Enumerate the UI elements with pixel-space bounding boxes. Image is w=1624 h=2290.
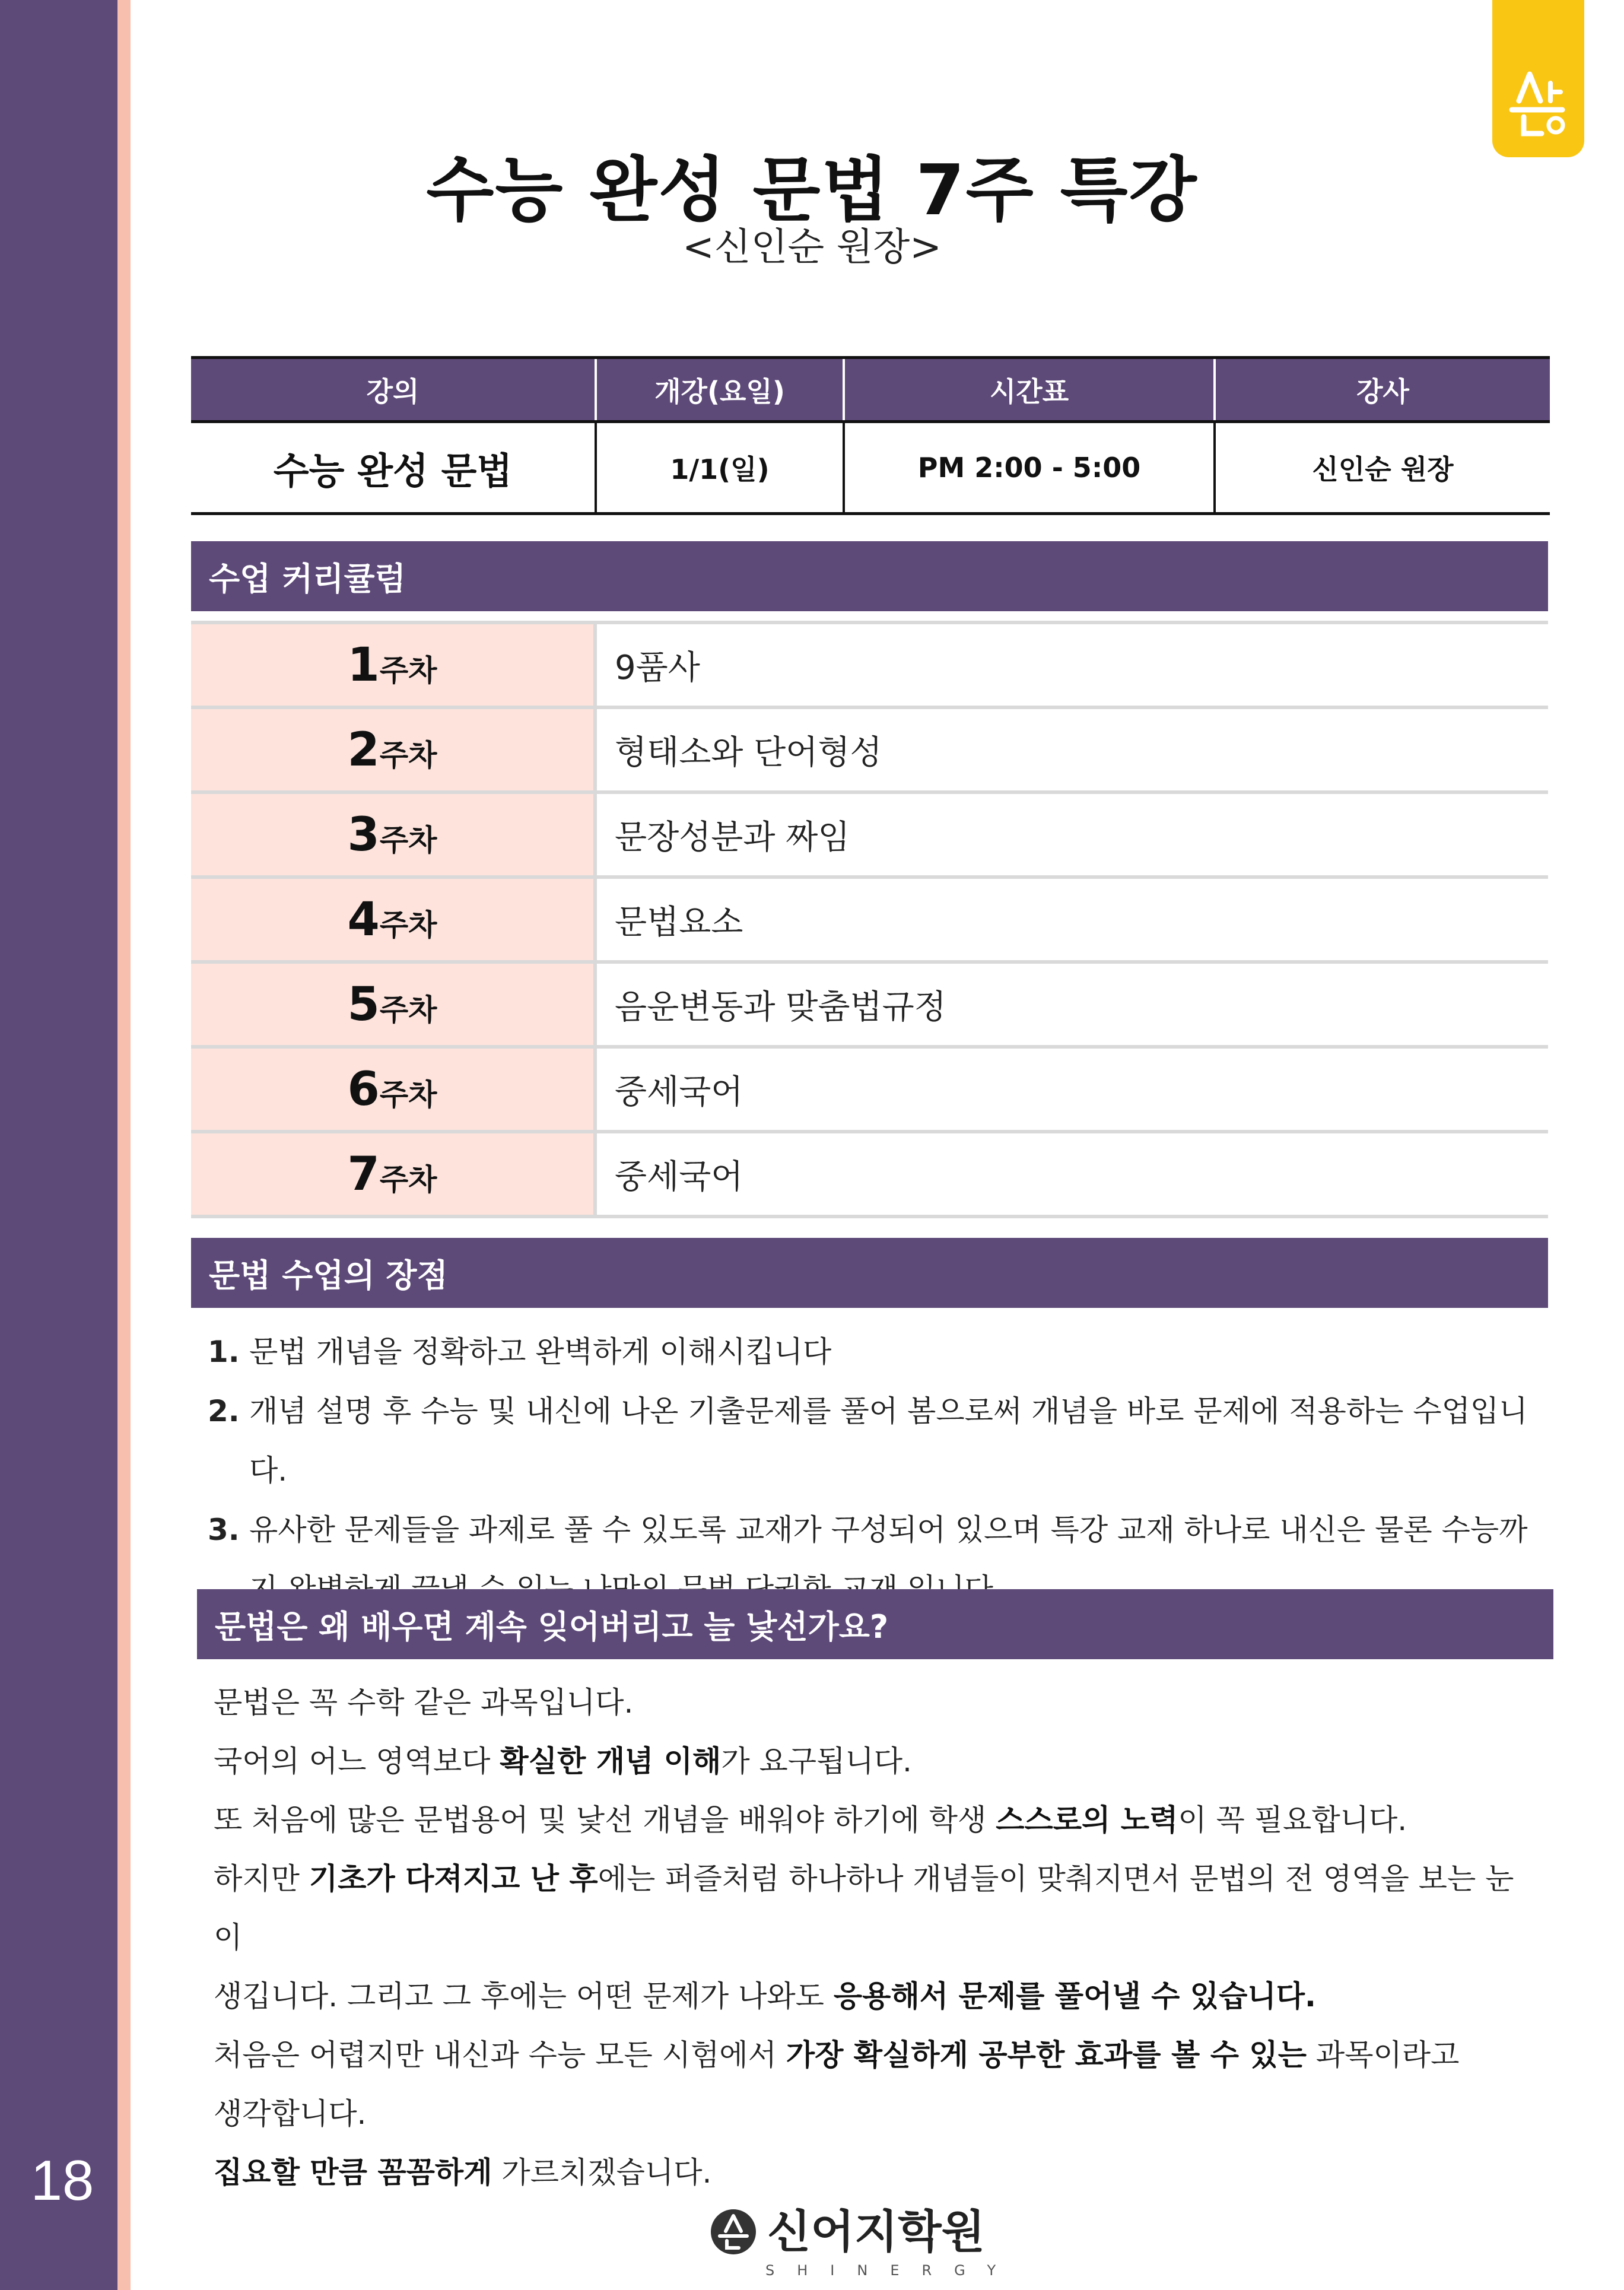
cell-start-day: 1/1(일)	[596, 422, 844, 514]
header-start-day: 개강(요일)	[596, 358, 844, 422]
page-subtitle: <신인순 원장>	[682, 225, 942, 269]
week-topic: 문법요소	[595, 877, 1548, 962]
curriculum-heading: 수업 커리큘럼	[191, 541, 1548, 611]
advantages-heading: 문법 수업의 장점	[191, 1238, 1548, 1308]
table-row	[191, 962, 1548, 1047]
cell-lecture: 수능 완성 문법	[191, 422, 596, 514]
list-item: 2. 개념 설명 후 수능 및 내신에 나온 기출문제를 풀어 봄으로써 개념을 바로 문제에 적용하는 수업입니다.	[208, 1394, 1528, 1488]
page-title: 수능 완성 문법 7주 특강	[426, 149, 1198, 231]
header-instructor: 강사	[1215, 358, 1550, 422]
sidebar-stripe	[117, 0, 131, 2290]
why-body	[214, 1673, 1537, 2202]
advantages-list	[208, 1322, 1543, 1619]
week-topic: 문장성분과 짜임	[595, 792, 1548, 877]
curriculum-table	[191, 621, 1548, 1218]
table-row	[191, 792, 1548, 877]
why-line: 처음은 어렵지만 내신과 수능 모든 시험에서 가장 확실하게 공부한 효과를 볼 수 있는 과목이라고	[214, 2038, 1460, 2072]
week-topic: 9품사	[595, 622, 1548, 707]
footer-brand: SHINERGY	[765, 2262, 1019, 2279]
week-label: 6주차	[191, 1047, 595, 1132]
week-topic: 중세국어	[595, 1132, 1548, 1217]
week-topic: 음운변동과 맞춤법규정	[595, 962, 1548, 1047]
why-line: 하지만 기초가 다져지고 난 후에는 퍼즐처럼 하나하나 개념들이 맞춰지면서 문법의 전 영역을 보는 눈이	[214, 1862, 1514, 1955]
why-line: 생깁니다. 그리고 그 후에는 어떤 문제가 나와도 응용해서 문제를 풀어낼 수 있습니다.	[214, 1979, 1316, 2013]
why-line: 집요할 만큼 꼼꼼하게 가르치겠습니다.	[214, 2155, 712, 2190]
academy-logo-icon	[709, 2208, 758, 2256]
week-topic: 중세국어	[595, 1047, 1548, 1132]
week-label: 2주차	[191, 707, 595, 792]
header-schedule: 시간표	[844, 358, 1215, 422]
week-label: 5주차	[191, 962, 595, 1047]
list-item: 3. 유사한 문제들을 과제로 풀 수 있도록 교재가 구성되어 있으며 특강 교재 하나로 내신은 물론 수능까	[208, 1513, 1528, 1547]
week-label: 1주차	[191, 622, 595, 707]
why-line: 또 처음에 많은 문법용어 및 낯선 개념을 배워야 하기에 학생 스스로의 노력이 꼭 필요합니다.	[214, 1803, 1407, 1837]
table-row	[191, 707, 1548, 792]
course-info-header	[191, 358, 1550, 422]
week-topic: 형태소와 단어형성	[595, 707, 1548, 792]
week-label: 3주차	[191, 792, 595, 877]
cell-instructor: 신인순 원장	[1215, 422, 1550, 514]
why-line: 국어의 어느 영역보다 확실한 개념 이해가 요구됩니다.	[214, 1744, 912, 1778]
course-info-table	[191, 356, 1550, 515]
cell-schedule: PM 2:00 - 5:00	[844, 422, 1215, 514]
footer-academy-name: 신어지학원	[767, 2205, 986, 2258]
why-line: 문법은 꼭 수학 같은 과목입니다.	[214, 1685, 634, 1720]
header-lecture: 강의	[191, 358, 596, 422]
week-label: 7주차	[191, 1132, 595, 1217]
why-heading: 문법은 왜 배우면 계속 잊어버리고 늘 낯선가요?	[197, 1589, 1553, 1659]
shin-logo-icon	[1506, 68, 1571, 139]
sidebar	[0, 0, 117, 2290]
footer-logo	[709, 2205, 986, 2258]
table-row	[191, 622, 1548, 707]
course-info-row	[191, 422, 1550, 514]
table-row	[191, 1047, 1548, 1132]
page-number: 18	[30, 2149, 94, 2212]
why-line: 생각합니다.	[214, 2097, 367, 2131]
table-row	[191, 877, 1548, 962]
week-label: 4주차	[191, 877, 595, 962]
list-item: 1. 문법 개념을 정확하고 완벽하게 이해시킵니다	[208, 1335, 832, 1369]
table-row	[191, 1132, 1548, 1217]
